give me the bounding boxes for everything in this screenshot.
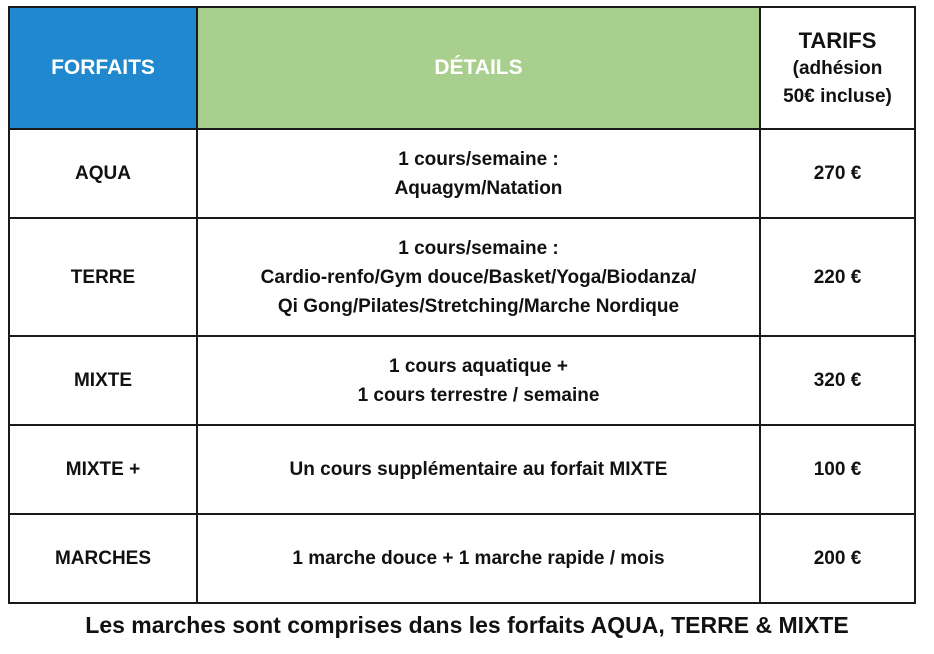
tarif-cell: 220 € <box>760 218 915 336</box>
details-cell <box>197 425 760 514</box>
pricing-table <box>8 6 916 604</box>
details-line: 1 cours/semaine : <box>398 148 559 170</box>
tarif-cell: 200 € <box>760 514 915 603</box>
tarif-cell: 100 € <box>760 425 915 514</box>
header-tarifs-subtitle-line-1: (adhésion <box>792 57 883 79</box>
details-line: Cardio-renfo/Gym douce/Basket/Yoga/Biodanza/ <box>260 266 697 288</box>
header-tarifs-subtitle-line-2: 50€ incluse) <box>783 85 892 107</box>
table-row <box>9 129 915 218</box>
header-details: DÉTAILS <box>197 7 760 129</box>
table-row <box>9 514 915 603</box>
details-cell <box>197 129 760 218</box>
details-line: Un cours supplémentaire au forfait MIXTE <box>289 459 668 480</box>
forfait-cell: TERRE <box>9 218 197 336</box>
tarif-cell: 270 € <box>760 129 915 218</box>
pricing-table-container <box>8 6 914 604</box>
forfait-cell: MIXTE + <box>9 425 197 514</box>
details-line: Aquagym/Natation <box>394 177 563 199</box>
header-tarifs-title: TARIFS <box>798 27 877 53</box>
details-line: 1 cours aquatique + <box>389 355 568 377</box>
table-row <box>9 336 915 425</box>
details-cell <box>197 218 760 336</box>
forfait-cell: AQUA <box>9 129 197 218</box>
footer-note: Les marches sont comprises dans les forfaits AQUA, TERRE & MIXTE <box>85 612 849 638</box>
forfait-cell: MARCHES <box>9 514 197 603</box>
header-row <box>9 7 915 129</box>
details-cell <box>197 514 760 603</box>
header-tarifs <box>760 7 915 129</box>
details-line: Qi Gong/Pilates/Stretching/Marche Nordique <box>277 295 680 317</box>
tarif-cell: 320 € <box>760 336 915 425</box>
header-forfaits: FORFAITS <box>9 7 197 129</box>
table-row <box>9 425 915 514</box>
details-line: 1 cours/semaine : <box>398 237 559 259</box>
details-line: 1 marche douce + 1 marche rapide / mois <box>292 548 665 569</box>
table-row <box>9 218 915 336</box>
details-line: 1 cours terrestre / semaine <box>357 384 600 406</box>
forfait-cell: MIXTE <box>9 336 197 425</box>
details-cell <box>197 336 760 425</box>
